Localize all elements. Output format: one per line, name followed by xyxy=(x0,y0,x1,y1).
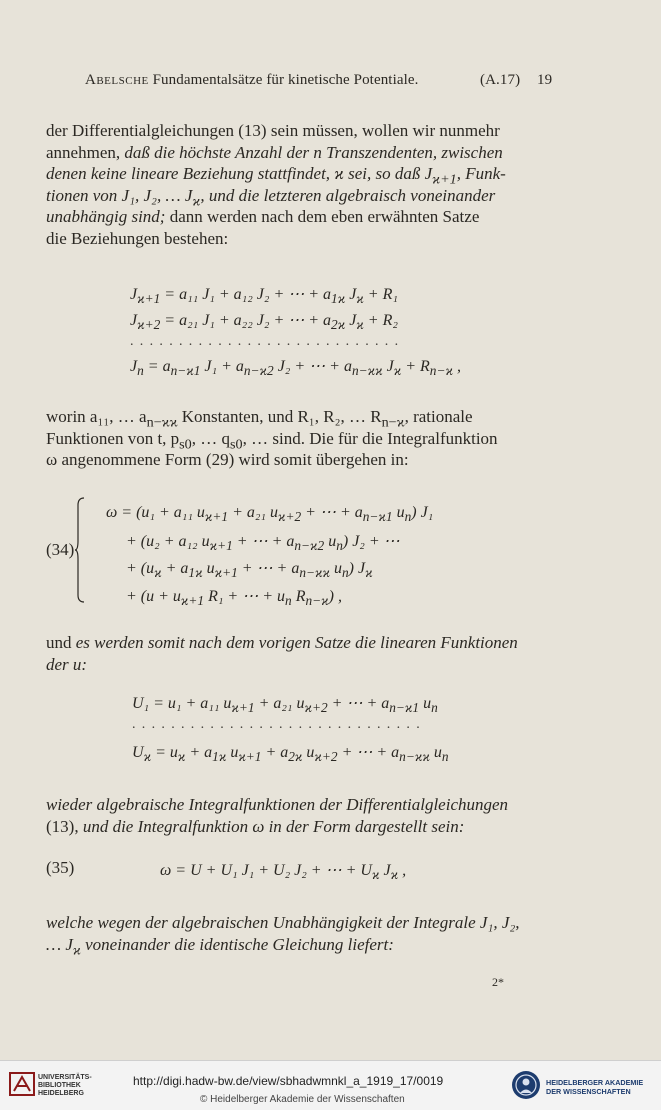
ellipsis-row: ............................ xyxy=(130,334,405,349)
text-line: der u: xyxy=(46,654,88,674)
worin-paragraph xyxy=(46,406,556,471)
equation-row: $J_n = a_{n-ϰ1}$ $J_1 + a_{n-ϰ2}$ J₂ + ⋯ + $a_{n-ϰϰ}$ $J_ϰ + R_{n-ϰ}$ , xyxy=(130,358,461,379)
viewer-footer xyxy=(0,1060,661,1110)
running-header xyxy=(85,72,555,94)
equation-number-34: (34) xyxy=(46,540,75,559)
equation-number-35: (35) xyxy=(46,858,75,877)
text-line: Funktionen von t, $p_{s0}$, … $q_{s0}$, … sind. Die für die Integralfunktion xyxy=(46,428,498,452)
text-line: denen keine lineare Beziehung stattfindet, ϰ sei, so daß $J_{ϰ+1}$, Funk- xyxy=(46,164,506,188)
left-brace xyxy=(75,497,85,603)
text-line: worin a₁₁, … $a_{n-ϰϰ}$ Konstanten, und R₁, R₂, … $R_{n-ϰ}$, rationale xyxy=(46,407,473,431)
text-line: annehmen, daß die höchste Anzahl der n Transzendenten, zwischen xyxy=(46,142,503,162)
header-reference: (A.17) xyxy=(480,72,521,88)
equation-row: + ($u + u_{ϰ+1}$ R₁ + ⋯ + $u_n$ $R_{n-ϰ}$) , xyxy=(126,588,342,609)
text-line: der Differentialgleichungen (13) sein müssen, wollen wir nunmehr xyxy=(46,121,500,140)
text-line: tionen von J₁, J₂, … $J_ϰ$, und die letzteren algebraisch voneinander xyxy=(46,185,496,209)
header-title: Abelsche Fundamentalsätze für kinetische Potentiale. xyxy=(85,72,419,88)
document-url-link[interactable]: http://digi.hadw-bw.de/view/sbhadwmnkl_a_1919_17/0019 xyxy=(133,1074,444,1088)
ellipsis-row: .............................. xyxy=(132,717,426,732)
intro-paragraph xyxy=(46,120,556,249)
equation-row: ω = (u₁ + a₁₁ $u_{ϰ+1} + a_{21}$ $u_{ϰ+2}$ + ⋯ + $a_{n-ϰ1}$ $u_n$) J₁ xyxy=(106,504,434,525)
equation-35: ω = U + U₁ J₁ + U₂ J₂ + ⋯ + $U_ϰ$ $J_ϰ$ , xyxy=(160,862,407,883)
academy-label: HEIDELBERGER AKADEMIE DER WISSENSCHAFTEN xyxy=(546,1078,644,1096)
text-line: unabhängig sind; dann werden nach dem eben erwähnten Satze xyxy=(46,207,480,226)
equation-row: + (u₂ + a₁₂ $u_{ϰ+1}$ + ⋯ + $a_{n-ϰ2}$ $u_n$) J₂ + ⋯ xyxy=(126,533,400,554)
text-line: (13), und die Integralfunktion ω in der Form dargestellt sein: xyxy=(46,816,465,836)
academy-seal-icon xyxy=(510,1069,542,1101)
equation-row: $U_ϰ = u_ϰ + a_{1ϰ}$ $u_{ϰ+1} + a_{2ϰ}$ $u_{ϰ+2}$ + ⋯ + $a_{n-ϰϰ}$ $u_n$ xyxy=(132,744,449,765)
text-line: die Beziehungen bestehen: xyxy=(46,228,229,248)
university-library-logo-icon xyxy=(8,1069,36,1099)
university-library-label: UNIVERSITÄTS- BIBLIOTHEK HEIDELBERG xyxy=(38,1074,92,1097)
equation-row: $J_{ϰ+1} = a_{11}$ J₁ + a₁₂ J₂ + ⋯ + $a_{1ϰ}$ $J_ϰ + R_1$ xyxy=(130,286,398,307)
text-line: und es werden somit nach dem vorigen Satze die linearen Funktionen xyxy=(46,633,518,652)
page-number: 19 xyxy=(537,72,553,88)
equation-row: U₁ = u₁ + a₁₁ $u_{ϰ+1} + a_{21}$ $u_{ϰ+2}$ + ⋯ + $a_{n-ϰ1}$ $u_n$ xyxy=(132,695,438,716)
equation-row: + ($u_ϰ + a_{1ϰ}$ $u_{ϰ+1}$ + ⋯ + $a_{n-ϰϰ}$ $u_n$) $J_ϰ$ xyxy=(126,560,373,581)
text-line: ω angenommene Form (29) wird somit übergehen in: xyxy=(46,450,409,469)
welche-paragraph xyxy=(46,912,556,958)
signature-mark: 2* xyxy=(492,975,504,989)
text-line: … $J_ϰ$ voneinander die identische Gleichung liefert: xyxy=(46,934,394,958)
text-line: welche wegen der algebraischen Unabhängigkeit der Integrale J₁, J₂, xyxy=(46,913,520,932)
text-line: wieder algebraische Integralfunktionen der Differentialgleichungen xyxy=(46,795,509,814)
equation-row: $J_{ϰ+2} = a_{21}$ J₁ + a₂₂ J₂ + ⋯ + $a_{2ϰ}$ $J_ϰ + R_2$ xyxy=(130,312,398,333)
copyright-notice: © Heidelberger Akademie der Wissenschaften xyxy=(200,1094,405,1105)
wieder-paragraph xyxy=(46,794,556,837)
und-paragraph xyxy=(46,632,556,675)
